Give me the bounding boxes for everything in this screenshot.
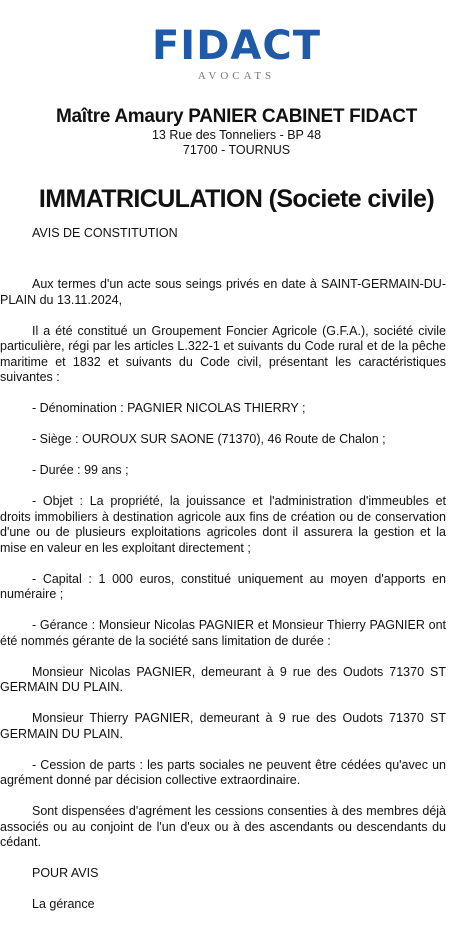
logo-wordmark: FIDACT [151,23,321,69]
paragraph-siege: - Siège : OUROUX SUR SAONE (71370), 46 Route de Chalon ; [32,432,386,446]
firm-name: Maître Amaury PANIER CABINET FIDACT [55,106,418,127]
logo-tagline: AVOCATS [197,70,276,82]
paragraph-pour-avis: POUR AVIS [32,866,99,880]
paragraph-denomination: - Dénomination : PAGNIER NICOLAS THIERRY ; [32,401,306,415]
paragraph-manager-thierry: Monsieur Thierry PAGNIER, demeurant à 9 rue des Oudots 71370 ST GERMAIN DU PLAIN. [0,711,446,741]
paragraph-capital: - Capital : 1 000 euros, constitué uniquement au moyen d'apports en numéraire ; [0,571,446,601]
firm-address-street: 13 Rue des Tonneliers - BP 48 [151,128,322,142]
paragraph-cession: - Cession de parts : les parts sociales ne peuvent être cédées qu'avec un agrément donné par décision collective extraordinaire. [0,757,446,787]
notice-subheading: AVIS DE CONSTITUTION [32,226,178,240]
firm-address-city: 71700 - TOURNUS [182,143,291,157]
firm-header [0,106,473,158]
paragraph-duree: - Durée : 99 ans ; [32,463,129,477]
paragraph-dispense: Sont dispensées d'agrément les cessions consenties à des membres déjà associés ou au conjoint de l'un d'eux ou à des ascendants ou descendants du cédant. [0,804,446,849]
paragraph-objet: - Objet : La propriété, la jouissance et l'administration d'immeubles et droits immobiliers à destination agricole aux fins de création ou de conservation d'une ou de plusieurs exploitations agricoles dont il assurera la gestion et la mise en valeur en les exploitant directement ; [0,494,446,555]
paragraph-manager-nicolas: Monsieur Nicolas PAGNIER, demeurant à 9 rue des Oudots 71370 ST GERMAIN DU PLAIN. [0,664,446,694]
notice-title: IMMATRICULATION (Societe civile) [38,185,435,213]
paragraph-constitution: Il a été constitué un Groupement Foncier Agricole (G.F.A.), société civile particulière, régi par les articles L.322-1 et suivants du Code rural et de la pêche maritime et 1832 et suivants du Code civil, présentant les caractéristiques suivantes : [0,323,446,384]
paragraph-signature: La gérance [32,897,95,911]
paragraph-act-date: Aux termes d'un acte sous seings privés en date à SAINT-GERMAIN-DU-PLAIN du 13.11.2024, [0,277,446,307]
paragraph-gerance: - Gérance : Monsieur Nicolas PAGNIER et Monsieur Thierry PAGNIER ont été nommés gérante de la société sans limitation de durée : [0,618,446,648]
notice-body [0,277,446,928]
fidact-logo [0,24,473,82]
